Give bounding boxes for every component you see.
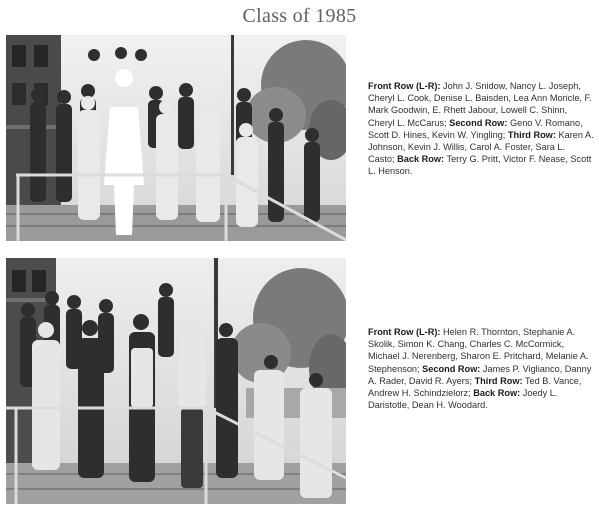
caption-2-text-back: Joedy L. Daristotle, Dean H. Woodard. <box>368 388 558 411</box>
class-photo-1 <box>6 35 346 241</box>
caption-1-label-back: Back Row: <box>397 154 445 165</box>
caption-2-label-front: Front Row (L-R): <box>368 327 441 337</box>
caption-1-label-front: Front Row (L-R): <box>368 81 441 91</box>
caption-2-label-third: Third Row: <box>474 375 523 386</box>
caption-1-text-third: Karen A. Johnson, Kevin J. Willis, Carol A. Foster, Sara L. Casto; <box>368 129 594 165</box>
caption-1-label-second: Second Row: <box>449 117 508 128</box>
caption-1-text-second: Geno V. Romano, Scott D. Hines, Kevin W. Yingling; <box>368 117 583 140</box>
caption-2-label-second: Second Row: <box>422 363 481 374</box>
page-title: Class of 1985 <box>242 5 357 27</box>
photo-1-caption <box>368 80 594 178</box>
caption-2-text-third: Ted B. Vance, Andrew H. Schindzielorz; <box>368 375 582 399</box>
photo-2-caption <box>368 326 594 411</box>
class-photo-2 <box>6 258 346 504</box>
caption-1-label-third: Third Row: <box>507 129 556 140</box>
caption-1-text-front: John J. Snidow, Nancy L. Joseph, Cheryl L. Cook, Denise L. Baisden, Lea Ann Moricle, F. Mark Goodwin, E. Rhett Jabour, Lowell C. Shinn, Cheryl L. McCarus; <box>368 81 592 128</box>
caption-2-text-second: James P. Viglianco, Danny A. Rader, David R. Ayers; <box>368 363 592 386</box>
caption-1-text-back: Terry G. Pritt, Victor F. Nease, Scott L. Henson. <box>368 154 592 177</box>
caption-2-label-back: Back Row: <box>473 388 521 399</box>
caption-2-text-front: Helen R. Thornton, Stephanie A. Skolik, Simon K. Chang, Charles C. McCormick, Michael J. Nerenberg, Sharon E. Pritchard, Melanie A. Stephenson; <box>368 327 589 374</box>
